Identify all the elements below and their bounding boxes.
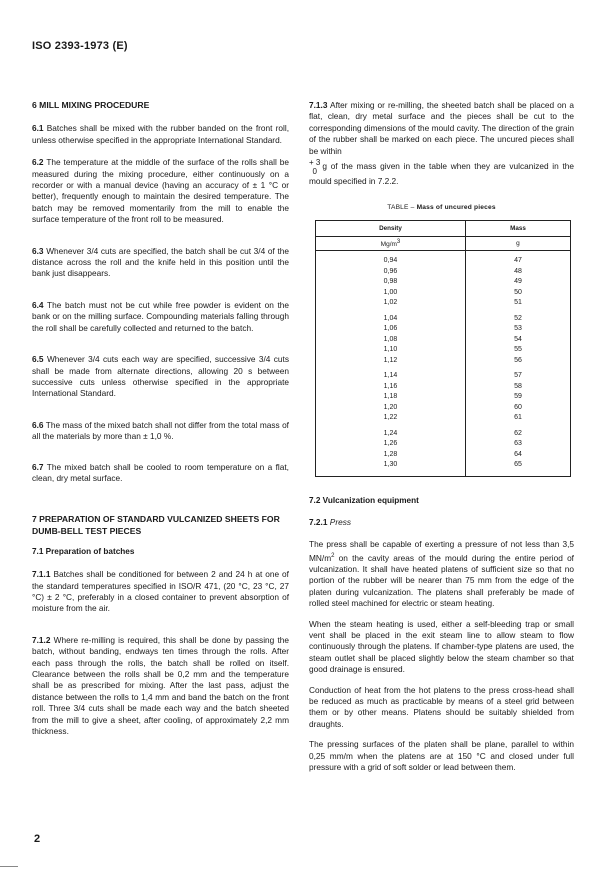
density-cell: 1,20: [316, 403, 465, 414]
table-row: [316, 392, 570, 403]
table-row: [316, 345, 570, 356]
table-end-spacer: [316, 471, 570, 476]
paragraph-press-3: Conduction of heat from the hot platens to the press cross-head shall be reduced as much as practicable by means of a steel grid between them or by other means. Platens should be suitably shielded from draughts.: [309, 684, 574, 729]
table-row: [316, 277, 570, 288]
section-7-2-1-heading: [309, 517, 574, 528]
mass-cell: 53: [514, 325, 522, 333]
table-row: [316, 356, 570, 367]
paragraph-7-1-3: [309, 100, 574, 157]
table-row: [316, 314, 570, 325]
table-row: [316, 382, 570, 393]
clause-number: 7.2.1: [309, 516, 328, 527]
unit-density: Mg/m3: [316, 237, 465, 251]
table-row: [316, 413, 570, 424]
table-row: [316, 460, 570, 471]
mass-cell: 52: [514, 314, 522, 322]
density-cell: 1,08: [316, 335, 465, 346]
margin-mark: [0, 866, 18, 867]
mass-cell: 47: [514, 257, 522, 265]
density-cell: 1,30: [316, 460, 465, 471]
page-number: 2: [34, 833, 41, 845]
tolerance-unit: g: [322, 161, 327, 172]
mass-cell: 56: [514, 356, 522, 364]
density-cell: 1,00: [316, 288, 465, 299]
right-column: [309, 100, 574, 773]
clause-text: Batches shall be conditioned for between 2 and 24 h at one of the standard temperatures specified in ISO/R 471, (20 °C, 23 °C, 27 °C) ± 2 °C, preferably in a closed container to prevent absorption of moisture from the air.: [32, 569, 289, 614]
table-row: [316, 335, 570, 346]
density-cell: 0,94: [316, 256, 465, 267]
clause-text: The batch must not be cut while free powder is evident on the bank or on the milling surface. Compounding materials falling through the roll shall be carefully collected and returned to the batch.: [32, 299, 290, 333]
column-header-mass: Mass: [465, 221, 570, 237]
density-cell: 0,98: [316, 277, 465, 288]
density-cell: 1,14: [316, 371, 465, 382]
clause-text: Batches shall be mixed with the rubber banded on the front roll, unless otherwise specified in the appropriate International Standard.: [32, 123, 289, 145]
density-cell: 1,18: [316, 392, 465, 403]
clause-number: 6.5: [32, 354, 44, 365]
mass-table: [315, 220, 571, 477]
paragraph-7-1-2: [32, 635, 289, 738]
clause-text: The temperature at the middle of the surface of the rolls shall be measured during the mixing procedure, either continuously on a recorder or with a manual device (having an accuracy of ± 1 °C or better), frequently enough to maintain the desired temperature. The batch may be removed momentarily from the mill to enable the surface temperature of the front roll to be measured.: [32, 157, 289, 225]
mass-cell: 48: [514, 267, 522, 275]
mass-cell: 63: [514, 440, 522, 448]
tolerance-zero: 0: [312, 167, 317, 177]
document-header: ISO 2393-1973 (E): [32, 40, 128, 52]
mass-cell: 64: [514, 450, 522, 458]
density-cell: 1,06: [316, 324, 465, 335]
mass-cell: 59: [514, 393, 522, 401]
table-row: [316, 298, 570, 309]
density-cell: 1,22: [316, 413, 465, 424]
paragraph-6-1: [32, 123, 289, 146]
clause-text: Whenever 3/4 cuts are specified, the batch shall be cut 3/4 of the distance across the roll and the knife held in this position until the bank just disappears.: [32, 245, 289, 279]
section-7-heading: 7 PREPARATION OF STANDARD VULCANIZED SHEETS FOR DUMB-BELL TEST PIECES: [32, 514, 280, 536]
paragraph-6-3: [32, 246, 289, 280]
density-cell: 1,12: [316, 356, 465, 367]
table-row: [316, 288, 570, 299]
mass-cell: 49: [514, 278, 522, 286]
clause-number: 6.1: [32, 123, 44, 134]
clause-title: Press: [329, 516, 351, 527]
density-cell: 1,28: [316, 450, 465, 461]
density-cell: 1,10: [316, 345, 465, 356]
clause-text: of the mass given in the table when they are vulcanized in the mould specified in 7.2.2.: [309, 161, 574, 187]
mass-tolerance-line: [309, 158, 574, 187]
mass-cell: 57: [514, 372, 522, 380]
mass-cell: 60: [514, 403, 522, 411]
table-row: [316, 371, 570, 382]
mass-cell: 65: [514, 461, 522, 469]
table-row: [316, 403, 570, 414]
mass-cell: 54: [514, 335, 522, 343]
clause-number: 6.7: [32, 461, 44, 472]
tolerance-plus: + 3: [309, 158, 321, 168]
paragraph-6-6: [32, 420, 289, 443]
unit-mass: g: [465, 237, 570, 251]
paragraph-6-4: [32, 300, 289, 334]
left-column: [32, 100, 289, 737]
column-header-density: Density: [316, 221, 465, 237]
density-cell: 1,24: [316, 429, 465, 440]
clause-text: The mixed batch shall be cooled to room temperature on a flat, clean, dry metal surface.: [32, 461, 289, 483]
section-6-heading: 6 MILL MIXING PROCEDURE: [32, 100, 150, 110]
mass-cell: 55: [514, 346, 522, 354]
table-row: [316, 256, 570, 267]
mass-cell: 62: [514, 429, 522, 437]
paragraph-press-4: The pressing surfaces of the platen shall be plane, parallel to within 0,25 mm/m when the platens are at 150 °C and closed under full pressure with a grid of soft solder or lead between them.: [309, 739, 574, 773]
paragraph-6-5: [32, 354, 289, 400]
clause-text: The mass of the mixed batch shall not differ from the total mass of all the materials by more than ± 1,0 %.: [32, 419, 289, 442]
paragraph-6-7: [32, 462, 289, 485]
table-row: [316, 450, 570, 461]
table-caption-prefix: TABLE –: [387, 204, 415, 212]
mass-cell: 50: [514, 288, 522, 296]
clause-number: 7.1.3: [309, 100, 328, 110]
table-caption: [309, 204, 574, 211]
paragraph-6-2: [32, 157, 289, 225]
density-cell: 1,02: [316, 298, 465, 309]
table-row: [316, 267, 570, 278]
table-caption-title: Mass of uncured pieces: [416, 204, 496, 212]
clause-text: After mixing or re-milling, the sheeted batch shall be placed on a flat, clean, dry metal surface and the pieces shall be cut to the corresponding dimensions of the mould cavity. The direction of the grain of the rubber shall be marked on each piece. The uncured pieces shall be within: [309, 100, 574, 156]
clause-text: Whenever 3/4 cuts each way are specified, successive 3/4 cuts shall be made from alternate directions, allowing 20 s between successive cuts unless otherwise specified in the appropriate International Standard.: [32, 354, 289, 399]
clause-number: 7.1.1: [32, 569, 51, 580]
paragraph-7-1-1: [32, 569, 289, 615]
paragraph-press-1: The press shall be capable of exerting a pressure of not less than 3,5 $MN/m^2$ on the cavity areas of the mould during the entire period of vulcanization. It shall have heated platens of sufficient size so that no portion of the rubber will be nearer than 75 mm from the edge of the platen during vulcanization. The platens shall preferably be made of rolled steel machined for electric or steam heating.: [309, 539, 574, 609]
section-7-1-heading: 7.1 Preparation of batches: [32, 547, 135, 557]
mass-cell: 61: [514, 414, 522, 422]
section-7-2-heading: 7.2 Vulcanization equipment: [309, 495, 419, 505]
clause-number: 6.4: [32, 299, 44, 310]
tolerance-stack: [309, 158, 320, 176]
mass-cell: 51: [514, 299, 522, 307]
density-cell: 1,26: [316, 439, 465, 450]
density-cell: 1,16: [316, 382, 465, 393]
clause-text: Where re-milling is required, this shall be done by passing the batch, without banding, endways ten times through the rolls. After each pass through the rolls, the batch shall be rolled on itself. Clearance between the rolls shall be 0,2 mm and the temperature shall be as prescribed for mixing. After the last pass, adjust the distance between the rolls to 1,4 mm and band the batch on the front roll. Three 3/4 cuts shall be made each way and the batch sheeted from the mill to give a sheet, after cooling, of approximately 2,2 mm thickness.: [32, 634, 289, 737]
clause-number: 6.2: [32, 157, 44, 168]
table-row: [316, 324, 570, 335]
table-row: [316, 429, 570, 440]
clause-number: 6.3: [32, 245, 44, 256]
table-row: [316, 439, 570, 450]
clause-number: 6.6: [32, 419, 44, 430]
mass-cell: 58: [514, 382, 522, 390]
paragraph-press-2: When the steam heating is used, either a self-bleeding trap or small vent shall be placed in the exit steam line to allow steam to flow continuously through the platens. If chamber-type platens are used, the steam outlet shall be placed slightly below the steam chamber so that good drainage is ensured.: [309, 618, 574, 675]
density-cell: 1,04: [316, 314, 465, 325]
clause-number: 7.1.2: [32, 634, 51, 645]
density-cell: 0,96: [316, 267, 465, 278]
